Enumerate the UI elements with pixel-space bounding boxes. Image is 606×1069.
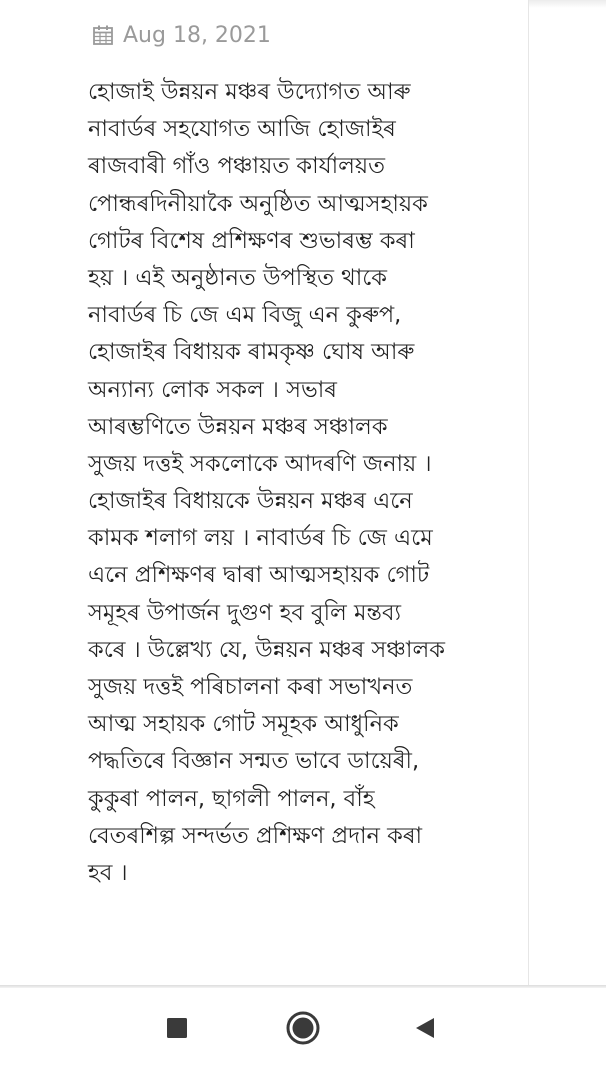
article-line: নাবাৰ্ডৰ সহযোগত আজি হোজাইৰ xyxy=(88,116,396,143)
article-line: সুজয় দত্তই পৰিচালনা কৰা সভাখনত xyxy=(88,674,413,700)
calendar-icon xyxy=(92,24,114,46)
article-line: নাবাৰ্ডৰ চি জে এম বিজু এন কুৰুপ, xyxy=(88,302,402,329)
article-line: আৰম্ভণিতে উন্নয়ন মঞ্চৰ সঞ্চালক xyxy=(88,413,388,440)
article-line: কামক শলাগ লয় । নাবাৰ্ডৰ চি জে এমে xyxy=(88,525,433,552)
content-right-border xyxy=(528,0,529,985)
article-line: পদ্ধতিৰে বিজ্ঞান সন্মত ভাবে ডায়েৰী, xyxy=(88,748,420,775)
article-line: কুকুৰা পালন, ছাগলী পালন, বাঁহ xyxy=(88,785,375,812)
home-button[interactable] xyxy=(283,1008,323,1048)
recents-button[interactable] xyxy=(157,1008,197,1048)
post-date-text: Aug 18, 2021 xyxy=(123,22,271,48)
article-line: অন্যান্য লোক সকল । সভাৰ xyxy=(88,376,337,403)
article-line: হোজাই উন্নয়ন মঞ্চৰ উদ্যোগত আৰু xyxy=(88,79,411,105)
article-line: সমূহৰ উপাৰ্জন দুগুণ হব বুলি মন্তব্য xyxy=(88,599,401,626)
post-date xyxy=(92,20,271,50)
article-line: হোজাইৰ বিধায়কে উন্নয়ন মঞ্চৰ এনে xyxy=(88,488,413,515)
article-line: হব । xyxy=(88,859,128,886)
article-line: পোন্ধৰদিনীয়াকৈ অনুষ্ঠিত আত্মসহায়ক xyxy=(88,190,428,217)
article-line: এনে প্ৰশিক্ষণৰ দ্বাৰা আত্মসহায়ক গোট xyxy=(88,562,430,589)
article-line: কৰে । উল্লেখ্য যে, উন্নয়ন মঞ্চৰ সঞ্চালক xyxy=(88,636,445,663)
article-line: সুজয় দত্তই সকলোকে আদৰণি জনায় । xyxy=(88,450,432,477)
article-line: আত্ম সহায়ক গোট সমূহক আধুনিক xyxy=(88,711,399,738)
system-navigation-bar xyxy=(0,988,606,1069)
circle-home-icon xyxy=(285,1010,321,1046)
article-line: হয় । এই অনুষ্ঠানত উপস্থিত থাকে xyxy=(88,264,388,291)
article-body xyxy=(88,74,528,892)
back-button[interactable] xyxy=(405,1008,445,1048)
article-line: গোটৰ বিশেষ প্ৰশিক্ষণৰ শুভাৰম্ভ কৰা xyxy=(88,227,415,254)
triangle-back-icon xyxy=(413,1016,437,1040)
article-line: হোজাইৰ বিধায়ক ৰামকৃষ্ণ ঘোষ আৰু xyxy=(88,339,415,366)
article-line: ৰাজবাৰী গাঁও পঞ্চায়ত কাৰ্যালয়ত xyxy=(88,153,386,180)
article-line: বেতৰশিল্প সন্দৰ্ভত প্ৰশিক্ষণ প্ৰদান কৰা xyxy=(88,822,423,849)
square-recents-icon xyxy=(166,1017,188,1039)
